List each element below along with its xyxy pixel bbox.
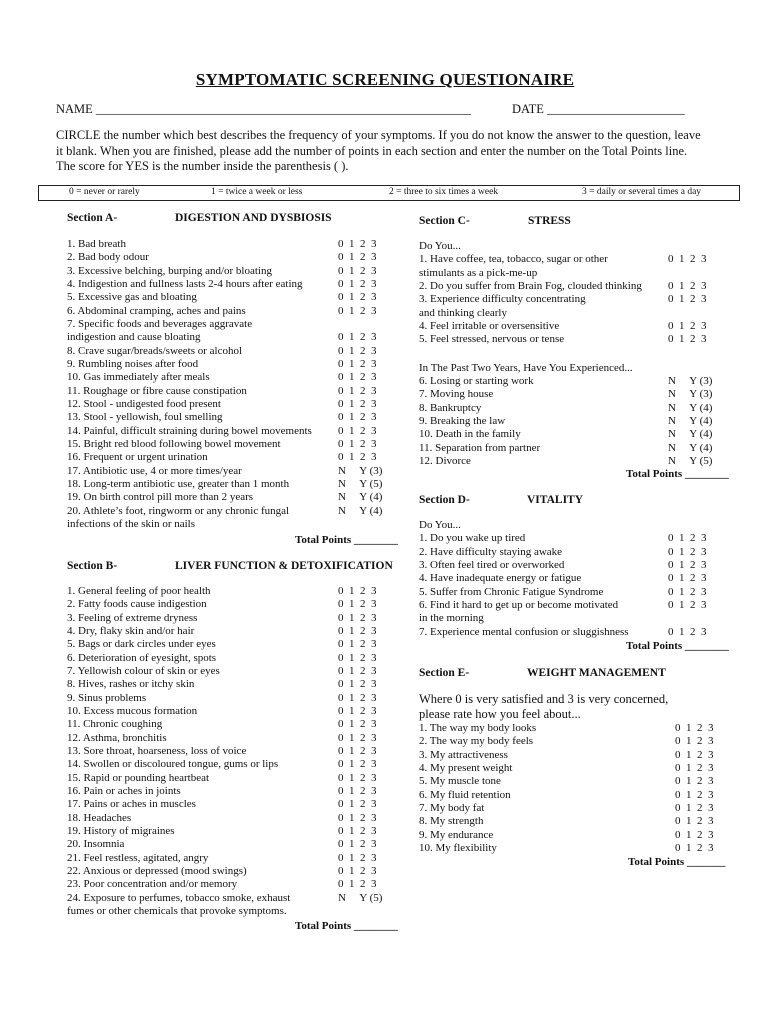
section-a-title: DIGESTION AND DYSBIOSIS [175, 212, 332, 224]
section-a-question: 14. Painful, difficult straining during bowel movements [67, 424, 312, 437]
section-b-score-options[interactable]: 0 1 2 3 [338, 851, 377, 864]
section-c-past-question: 10. Death in the family [419, 428, 521, 441]
section-a-question: 15. Bright red blood following bowel movement [67, 437, 281, 450]
section-a-score-options[interactable]: 0 1 2 3 [338, 451, 377, 464]
section-e-question: 7. My body fat [419, 801, 485, 814]
section-c-past-question: 11. Separation from partner [419, 441, 541, 454]
section-a-score-options[interactable]: 0 1 2 3 [338, 424, 377, 437]
section-e-score-options[interactable]: 0 1 2 3 [675, 828, 714, 841]
section-b-question: 7. Yellowish colour of skin or eyes [67, 664, 220, 677]
section-b-question: 22. Anxious or depressed (mood swings) [67, 864, 247, 877]
section-c-question: 5. Feel stressed, nervous or tense [419, 333, 565, 346]
section-b-question: 4. Dry, flaky skin and/or hair [67, 624, 195, 637]
section-b-question: 12. Asthma, bronchitis [67, 731, 167, 744]
section-b-question: 20. Insomnia [67, 838, 125, 851]
section-e-total-points[interactable]: Total Points _______ [628, 856, 726, 868]
section-a-question: 11. Roughage or fibre cause constipation [67, 384, 247, 397]
section-b-score-options[interactable]: 0 1 2 3 [338, 651, 377, 664]
section-b-question: 24. Exposure to perfumes, tobacco smoke, exhaust [67, 891, 291, 904]
section-d-score-options[interactable]: 0 1 2 3 [668, 572, 707, 585]
section-c-past-question: 8. Bankruptcy [419, 401, 482, 414]
section-c-past-score-options[interactable]: N Y (4) [668, 441, 713, 454]
section-a-score-options[interactable]: N Y (4) [338, 491, 383, 504]
section-b-score-options[interactable]: 0 1 2 3 [338, 838, 377, 851]
section-a-score-options[interactable]: N Y (4) [338, 504, 383, 517]
section-b-question: 10. Excess mucous formation [67, 704, 198, 717]
section-a-score-options[interactable]: 0 1 2 3 [338, 277, 377, 290]
section-c-past-score-options[interactable]: N Y (3) [668, 388, 713, 401]
section-b-question: 11. Chronic coughing [67, 718, 163, 731]
section-b-question: 16. Pain or aches in joints [67, 784, 181, 797]
section-c-question: 3. Experience difficulty concentrating [419, 293, 586, 306]
section-a-score-options[interactable]: 0 1 2 3 [338, 264, 377, 277]
section-b-question: 1. General feeling of poor health [67, 585, 211, 597]
section-b-label: Section B- [67, 560, 118, 572]
section-e-question: 2. The way my body feels [419, 735, 534, 748]
section-d-score-options[interactable]: 0 1 2 3 [668, 545, 707, 558]
section-e-score-options[interactable]: 0 1 2 3 [675, 735, 714, 748]
section-e-label: Section E- [419, 667, 470, 679]
section-c-total-points[interactable]: Total Points ________ [626, 468, 729, 480]
section-a-score-options[interactable]: 0 1 2 3 [338, 397, 377, 410]
section-c-score-options[interactable]: 0 1 2 3 [668, 293, 707, 306]
legend-item: 0 = never or rarely [69, 187, 140, 197]
section-b-score-options[interactable]: 0 1 2 3 [338, 864, 377, 877]
section-a-question: 3. Excessive belching, burping and/or bloating [67, 264, 272, 277]
section-a-score-options[interactable]: 0 1 2 3 [338, 357, 377, 370]
section-e-question: 5. My muscle tone [419, 775, 501, 788]
section-a-question: indigestion and cause bloating [67, 331, 201, 344]
section-d-label: Section D- [419, 494, 470, 506]
section-d-question: 2. Have difficulty staying awake [419, 545, 563, 558]
section-c-past-score-options[interactable]: N Y (5) [668, 454, 713, 467]
section-b-score-options[interactable]: 0 1 2 3 [338, 771, 377, 784]
legend-item: 2 = three to six times a week [389, 187, 499, 197]
section-a-question: infections of the skin or nails [67, 517, 196, 530]
intro-line: please rate how you feel about... [419, 707, 581, 721]
section-b-question: 3. Feeling of extreme dryness [67, 611, 198, 624]
instruction-line: CIRCLE the number which best describes the frequency of your symptoms. If you do not know the answer to the question, leave [56, 128, 701, 142]
name-field[interactable]: NAME ____________________________________________________________ [56, 102, 471, 116]
section-b-question: 6. Deterioration of eyesight, spots [67, 651, 217, 664]
section-a-question: 18. Long-term antibiotic use, greater than 1 month [67, 477, 290, 490]
section-d-question: 7. Experience mental confusion or sluggishness [419, 625, 629, 638]
section-d-question: 4. Have inadequate energy or fatigue [419, 572, 582, 585]
section-b-question: 23. Poor concentration and/or memory [67, 878, 238, 891]
section-b-question: 8. Hives, rashes or itchy skin [67, 678, 195, 691]
section-a-question: 19. On birth control pill more than 2 years [67, 491, 254, 504]
section-b-score-options[interactable]: 0 1 2 3 [338, 718, 377, 731]
section-a-score-options[interactable]: 0 1 2 3 [338, 251, 377, 264]
section-a-question: 5. Excessive gas and bloating [67, 291, 197, 304]
section-e-score-options[interactable]: 0 1 2 3 [675, 775, 714, 788]
section-c-score-options[interactable]: 0 1 2 3 [668, 333, 707, 346]
section-b-question: fumes or other chemicals that provoke symptoms. [67, 904, 287, 917]
section-a-question: 20. Athlete’s foot, ringworm or any chronic fungal [67, 504, 290, 517]
section-b-score-options[interactable]: 0 1 2 3 [338, 585, 377, 597]
section-a-question: 13. Stool - yellowish, foul smelling [67, 411, 223, 424]
instruction-line: it blank. When you are finished, please add the number of points in each section and enter the number on the Total Points line. [56, 143, 688, 158]
section-d-question: in the morning [419, 612, 484, 625]
section-e-score-options[interactable]: 0 1 2 3 [675, 761, 714, 774]
section-a-score-options[interactable]: 0 1 2 3 [338, 344, 377, 357]
section-c-past-intro: In The Past Two Years, Have You Experienced... [419, 362, 633, 374]
section-b-question: 9. Sinus problems [67, 691, 147, 704]
section-b-score-options[interactable]: 0 1 2 3 [338, 811, 377, 824]
section-a-score-options[interactable]: 0 1 2 3 [338, 384, 377, 397]
section-d-question: 6. Find it hard to get up or become motivated [419, 598, 619, 611]
section-d-score-options[interactable]: 0 1 2 3 [668, 585, 707, 598]
section-d-score-options[interactable]: 0 1 2 3 [668, 625, 707, 638]
section-c-past-score-options[interactable]: N Y (4) [668, 401, 713, 414]
section-c-question: 2. Do you suffer from Brain Fog, clouded thinking [419, 279, 642, 292]
section-a-score-options[interactable]: 0 1 2 3 [338, 411, 377, 424]
section-a-score-options[interactable]: 0 1 2 3 [338, 331, 377, 344]
section-c-question: Do You... [419, 240, 461, 252]
section-b-score-options[interactable]: 0 1 2 3 [338, 611, 377, 624]
section-b-score-options[interactable]: 0 1 2 3 [338, 598, 377, 611]
section-b-score-options[interactable]: 0 1 2 3 [338, 731, 377, 744]
section-c-past-question: 7. Moving house [419, 388, 494, 401]
section-a-score-options[interactable]: 0 1 2 3 [338, 437, 377, 450]
section-a-question: 1. Bad breath [67, 238, 126, 250]
section-e-score-options[interactable]: 0 1 2 3 [675, 748, 714, 761]
section-b-score-options[interactable]: N Y (5) [338, 891, 383, 904]
section-b-score-options[interactable]: 0 1 2 3 [338, 878, 377, 891]
section-c-past-score-options[interactable]: N Y (4) [668, 428, 713, 441]
section-b-score-options[interactable]: 0 1 2 3 [338, 704, 377, 717]
section-e-question: 1. The way my body looks [419, 722, 537, 734]
section-b-score-options[interactable]: 0 1 2 3 [338, 758, 377, 771]
section-a-total-points[interactable]: Total Points ________ [295, 534, 398, 546]
section-c-title: STRESS [528, 215, 571, 227]
section-c-question: 4. Feel irritable or oversensitive [419, 319, 560, 332]
section-d-score-options[interactable]: 0 1 2 3 [668, 558, 707, 571]
section-a-question: 17. Antibiotic use, 4 or more times/year [67, 464, 242, 477]
section-d-question: 3. Often feel tired or overworked [419, 558, 565, 571]
section-e-score-options[interactable]: 0 1 2 3 [675, 788, 714, 801]
section-a-score-options[interactable]: 0 1 2 3 [338, 291, 377, 304]
section-b-score-options[interactable]: 0 1 2 3 [338, 691, 377, 704]
section-d-total-points[interactable]: Total Points ________ [626, 640, 729, 652]
frequency-legend [38, 185, 740, 201]
section-c-score-options[interactable]: 0 1 2 3 [668, 253, 707, 266]
section-e-question: 4. My present weight [419, 761, 513, 774]
section-a-score-options[interactable]: N Y (5) [338, 477, 383, 490]
section-a-question: 4. Indigestion and fullness lasts 2-4 hours after eating [67, 277, 303, 290]
section-c-past-score-options[interactable]: N Y (3) [668, 375, 713, 387]
intro-line: Where 0 is very satisfied and 3 is very concerned, [419, 692, 669, 706]
section-e-score-options[interactable]: 0 1 2 3 [675, 722, 714, 734]
section-b-question: 13. Sore throat, hoarseness, loss of voice [67, 744, 247, 757]
section-b-question: 2. Fatty foods cause indigestion [67, 598, 207, 611]
section-b-question: 15. Rapid or pounding heartbeat [67, 771, 210, 784]
section-b-score-options[interactable]: 0 1 2 3 [338, 784, 377, 797]
section-a-question: 10. Gas immediately after meals [67, 371, 210, 384]
section-b-score-options[interactable]: 0 1 2 3 [338, 744, 377, 757]
section-e-question: 3. My attractiveness [419, 748, 508, 761]
section-c-score-options[interactable]: 0 1 2 3 [668, 279, 707, 292]
section-b-question: 14. Swollen or discoloured tongue, gums or lips [67, 758, 279, 771]
section-e-title: WEIGHT MANAGEMENT [527, 667, 666, 679]
section-e-score-options[interactable]: 0 1 2 3 [675, 801, 714, 814]
section-b-question: 18. Headaches [67, 811, 132, 824]
section-c-question: 1. Have coffee, tea, tobacco, sugar or other [419, 253, 608, 266]
section-e-score-options[interactable]: 0 1 2 3 [675, 841, 714, 854]
section-d-question: Do You... [419, 519, 461, 531]
section-c-past-question: 9. Breaking the law [419, 414, 506, 427]
section-d-question: 5. Suffer from Chronic Fatigue Syndrome [419, 585, 604, 598]
section-e-question: 8. My strength [419, 815, 484, 828]
instruction-line: The score for YES is the number inside the parenthesis ( ). [56, 159, 349, 173]
section-c-score-options[interactable]: 0 1 2 3 [668, 319, 707, 332]
section-d-score-options[interactable]: 0 1 2 3 [668, 532, 707, 545]
date-field[interactable]: DATE ______________________ [512, 102, 685, 116]
section-b-question: 21. Feel restless, agitated, angry [67, 851, 209, 864]
legend-item: 3 = daily or several times a day [582, 187, 702, 197]
section-a-question: 7. Specific foods and beverages aggravate [67, 317, 253, 330]
section-c-question: and thinking clearly [419, 306, 507, 319]
section-c-past-score-options[interactable]: N Y (4) [668, 414, 713, 427]
section-b-question: 5. Bags or dark circles under eyes [67, 638, 216, 651]
section-e-question: 6. My fluid retention [419, 788, 511, 801]
legend-item: 1 = twice a week or less [211, 187, 303, 197]
section-a-question: 2. Bad body odour [67, 251, 149, 264]
section-a-score-options[interactable]: N Y (3) [338, 464, 383, 477]
section-a-score-options[interactable]: 0 1 2 3 [338, 304, 377, 317]
section-e-score-options[interactable]: 0 1 2 3 [675, 815, 714, 828]
section-a-score-options[interactable]: 0 1 2 3 [338, 238, 377, 250]
section-b-score-options[interactable]: 0 1 2 3 [338, 824, 377, 837]
section-b-question: 19. History of migraines [67, 824, 175, 837]
section-b-score-options[interactable]: 0 1 2 3 [338, 624, 377, 637]
section-b-score-options[interactable]: 0 1 2 3 [338, 798, 377, 811]
section-c-question: stimulants as a pick-me-up [419, 266, 538, 279]
section-e-intro [419, 692, 668, 722]
section-d-title: VITALITY [527, 494, 584, 506]
page-title: SYMPTOMATIC SCREENING QUESTIONAIRE [195, 70, 575, 89]
section-a-question: 16. Frequent or urgent urination [67, 451, 208, 464]
section-a-question: 6. Abdominal cramping, aches and pains [67, 304, 246, 317]
section-c-past-question: 12. Divorce [419, 454, 471, 467]
section-a-label: Section A- [67, 212, 118, 224]
section-b-score-options[interactable]: 0 1 2 3 [338, 678, 377, 691]
section-b-question: 17. Pains or aches in muscles [67, 798, 196, 811]
section-b-title: LIVER FUNCTION & DETOXIFICATION [175, 560, 393, 572]
section-c-past-question: 6. Losing or starting work [419, 375, 534, 387]
section-a-question: 8. Crave sugar/breads/sweets or alcohol [67, 344, 243, 357]
section-b-score-options[interactable]: 0 1 2 3 [338, 638, 377, 651]
section-d-score-options[interactable]: 0 1 2 3 [668, 598, 707, 611]
instructions [56, 128, 716, 175]
section-a-score-options[interactable]: 0 1 2 3 [338, 371, 377, 384]
section-e-question: 10. My flexibility [419, 841, 497, 854]
section-e-question: 9. My endurance [419, 828, 494, 841]
section-b-total-points[interactable]: Total Points ________ [295, 920, 398, 932]
section-b-score-options[interactable]: 0 1 2 3 [338, 664, 377, 677]
section-c-label: Section C- [419, 215, 470, 227]
section-d-question: 1. Do you wake up tired [419, 532, 526, 545]
section-a-question: 9. Rumbling noises after food [67, 357, 199, 370]
section-a-question: 12. Stool - undigested food present [67, 397, 221, 410]
